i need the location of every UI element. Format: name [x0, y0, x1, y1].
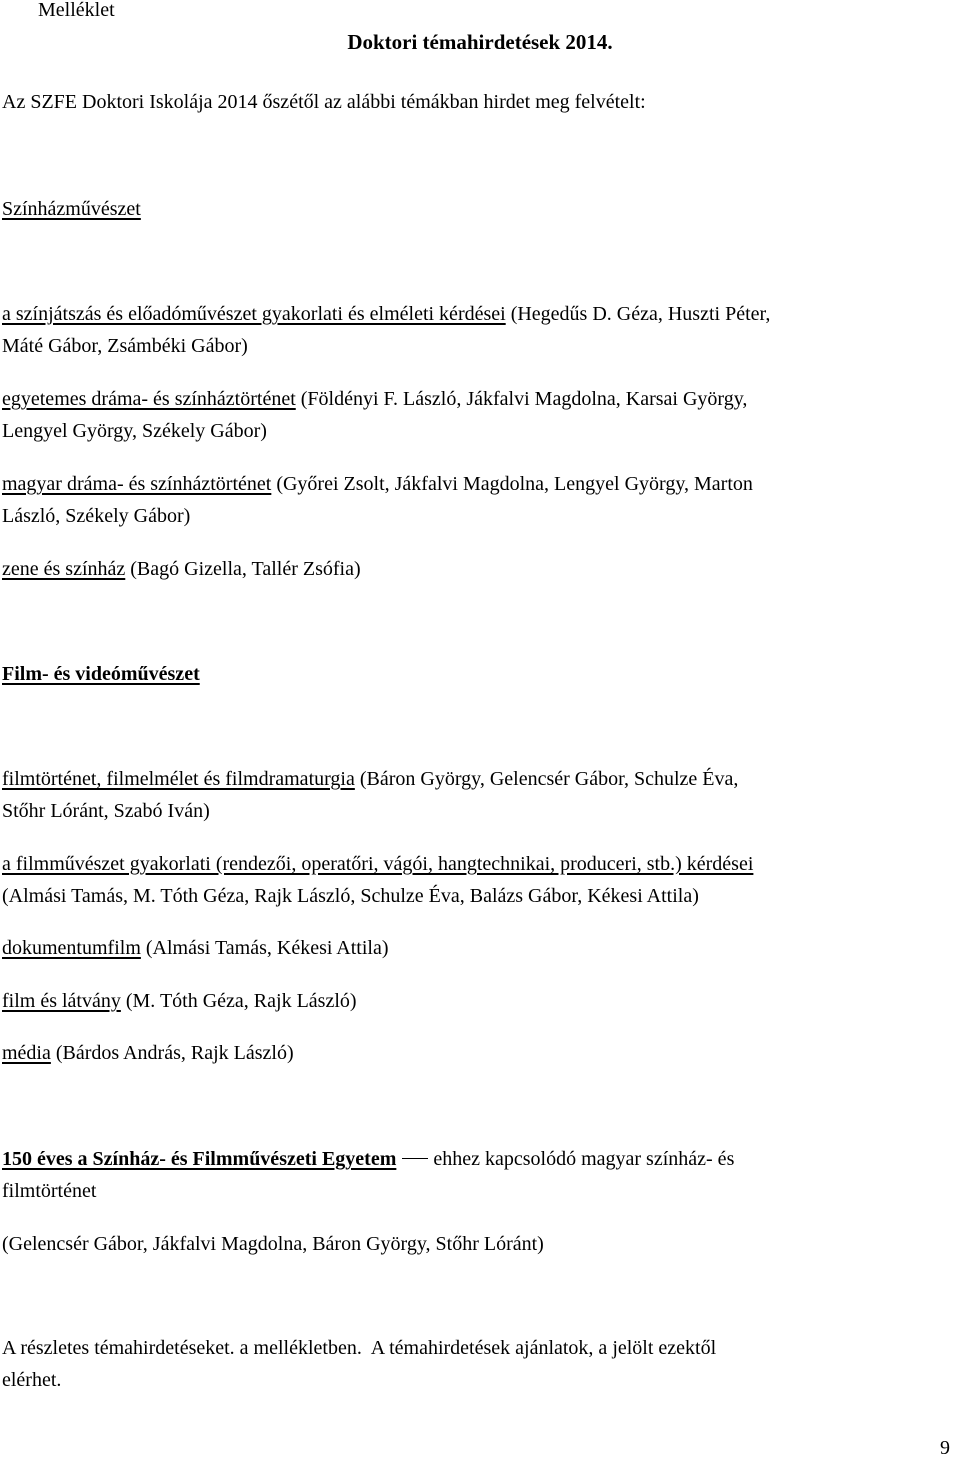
topic-item [2, 468, 952, 532]
topic-item [2, 848, 952, 912]
page-number: 9 [940, 1437, 950, 1459]
topic-people: (Báron György, Gelencsér Gábor, Schulze Éva, [354, 768, 739, 790]
anniversary-subtitle: ehhez kapcsolódó magyar színház- és [428, 1148, 735, 1170]
topic-people-cont: Máté Gábor, Zsámbéki Gábor) [2, 335, 248, 357]
topic-item [2, 298, 952, 362]
topic-people: (M. Tóth Géza, Rajk László) [120, 990, 357, 1012]
topic-title: magyar dráma- és színháztörténet [2, 473, 272, 495]
anniversary-subtitle-cont: filmtörténet [2, 1180, 97, 1202]
topic-title: dokumentumfilm [2, 937, 141, 959]
topic-people: (Hegedűs D. Géza, Huszti Péter, [505, 303, 771, 325]
document-title: Doktori témahirdetések 2014. [347, 30, 613, 54]
topic-title: média [2, 1042, 51, 1064]
footer-note [2, 1332, 952, 1396]
attachment-label: Melléklet [38, 0, 115, 21]
topic-people-cont: László, Székely Gábor) [2, 505, 191, 527]
footer-note-line2: elérhet. [2, 1369, 62, 1391]
topic-title: filmtörténet, filmelmélet és filmdramaturgia [2, 768, 355, 790]
topic-item [2, 383, 952, 447]
topic-title: a színjátszás és előadóművészet gyakorlati és elméleti kérdései [2, 303, 506, 325]
anniversary-people: (Gelencsér Gábor, Jákfalvi Magdolna, Báron György, Stőhr Lóránt) [2, 1233, 544, 1255]
topic-item [2, 985, 952, 1017]
topic-item [2, 1037, 952, 1069]
section-heading-theatre: Színházművészet [2, 198, 141, 220]
topic-item [2, 553, 952, 585]
topic-people: (Földényi F. László, Jákfalvi Magdolna, Karsai György, [295, 388, 748, 410]
anniversary-block [2, 1143, 952, 1207]
topic-people-cont: Lengyel György, Székely Gábor) [2, 420, 267, 442]
topic-people: (Bagó Gizella, Tallér Zsófia) [125, 558, 361, 580]
topic-people: (Győrei Zsolt, Jákfalvi Magdolna, Lengyel György, Marton [271, 473, 753, 495]
topic-title: zene és színház [2, 558, 126, 580]
topic-item [2, 932, 952, 964]
topic-title: film és látvány [2, 990, 121, 1012]
dash-separator [402, 1158, 428, 1159]
topic-title: egyetemes dráma- és színháztörténet [2, 388, 296, 410]
topic-people-cont: (Almási Tamás, M. Tóth Géza, Rajk László, Schulze Éva, Balázs Gábor, Kékesi Attila) [2, 885, 699, 907]
intro-text: Az SZFE Doktori Iskolája 2014 őszétől az alábbi témákban hirdet meg felvételt: [2, 91, 646, 113]
topic-item [2, 763, 952, 827]
footer-note-line1: A részletes témahirdetéseket. a mellékletben. A témahirdetések ajánlatok, a jelölt ezektől [2, 1337, 717, 1359]
anniversary-title: 150 éves a Színház- és Filmművészeti Egyetem [2, 1148, 397, 1170]
topic-people: (Almási Tamás, Kékesi Attila) [140, 937, 389, 959]
topic-people-cont: Stőhr Lóránt, Szabó Iván) [2, 800, 210, 822]
topic-people: (Bárdos András, Rajk László) [50, 1042, 294, 1064]
topic-title: a filmművészet gyakorlati (rendezői, operatőri, vágói, hangtechnikai, produceri, stb.) kérdései [2, 853, 754, 875]
section-heading-film: Film- és videóművészet [2, 663, 200, 685]
